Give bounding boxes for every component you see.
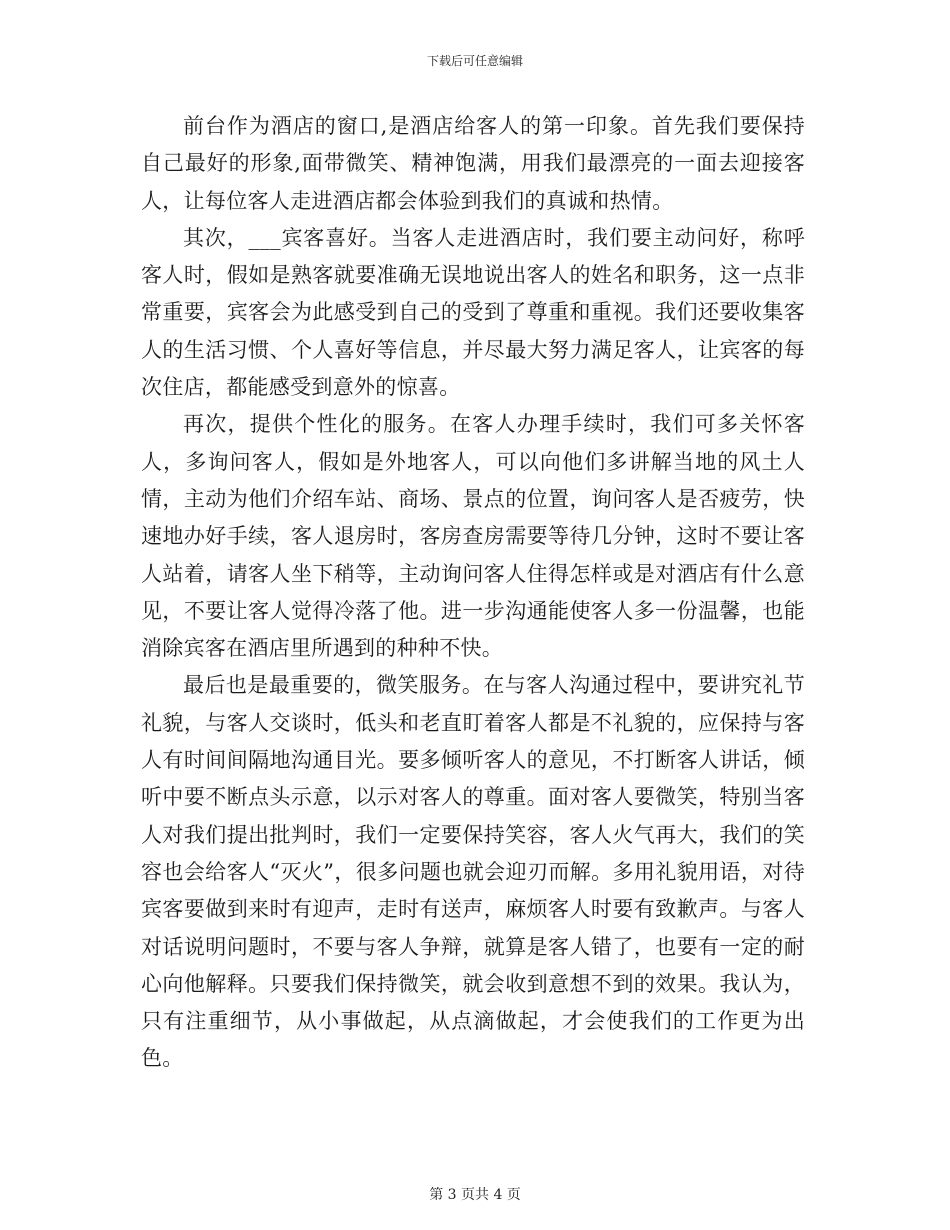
paragraph: 再次，提供个性化的服务。在客人办理手续时，我们可多关怀客人，多询问客人，假如是外地客人，可以向他们多讲解当地的风土人情，主动为他们介绍车站、商场、景点的位置，询问客人是否疲劳，快速地办好手续，客人退房时，客房查房需要等待几分钟，这时不要让客人站着，请客人坐下稍等，主动询问客人住得怎样或是对酒店有什么意见，不要让客人觉得冷落了他。进一步沟通能使客人多一份温馨，也能消除宾客在酒店里所遇到的种种不快。 xyxy=(141,412,805,661)
page-header: 下载后可任意编辑 xyxy=(426,54,523,68)
page-number-footer: 第 3 页共 4 页 xyxy=(429,1187,521,1203)
document-body xyxy=(141,108,805,1078)
paragraph: 前台作为酒店的窗口,是酒店给客人的第一印象。首先我们要保持自己最好的形象,面带微笑、精神饱满，用我们最漂亮的一面去迎接客人，让每位客人走进酒店都会体验到我们的真诚和热情。 xyxy=(141,114,805,213)
paragraph: 最后也是最重要的，微笑服务。在与客人沟通过程中，要讲究礼节礼貌，与客人交谈时，低头和老直盯着客人都是不礼貌的，应保持与客人有时间间隔地沟通目光。要多倾听客人的意见，不打断客人讲话，倾听中要不断点头示意，以示对客人的尊重。面对客人要微笑，特别当客人对我们提出批判时，我们一定要保持笑容，客人火气再大，我们的笑容也会给客人“灭火”，很多问题也就会迎刃而解。多用礼貌用语，对待宾客要做到来时有迎声，走时有送声，麻烦客人时要有致歉声。与客人对话说明问题时，不要与客人争辩，就算是客人错了，也要有一定的耐心向他解释。只要我们保持微笑，就会收到意想不到的效果。我认为，只有注重细节，从小事做起，从点滴做起，才会使我们的工作更为出色。 xyxy=(141,673,805,1071)
paragraph: 其次，___宾客喜好。当客人走进酒店时，我们要主动问好，称呼客人时，假如是熟客就要准确无误地说出客人的姓名和职务，这一点非常重要，宾客会为此感受到自己的受到了尊重和重视。我们还要收集客人的生活习惯、个人喜好等信息，并尽最大努力满足客人，让宾客的每次住店，都能感受到意外的惊喜。 xyxy=(141,225,805,400)
